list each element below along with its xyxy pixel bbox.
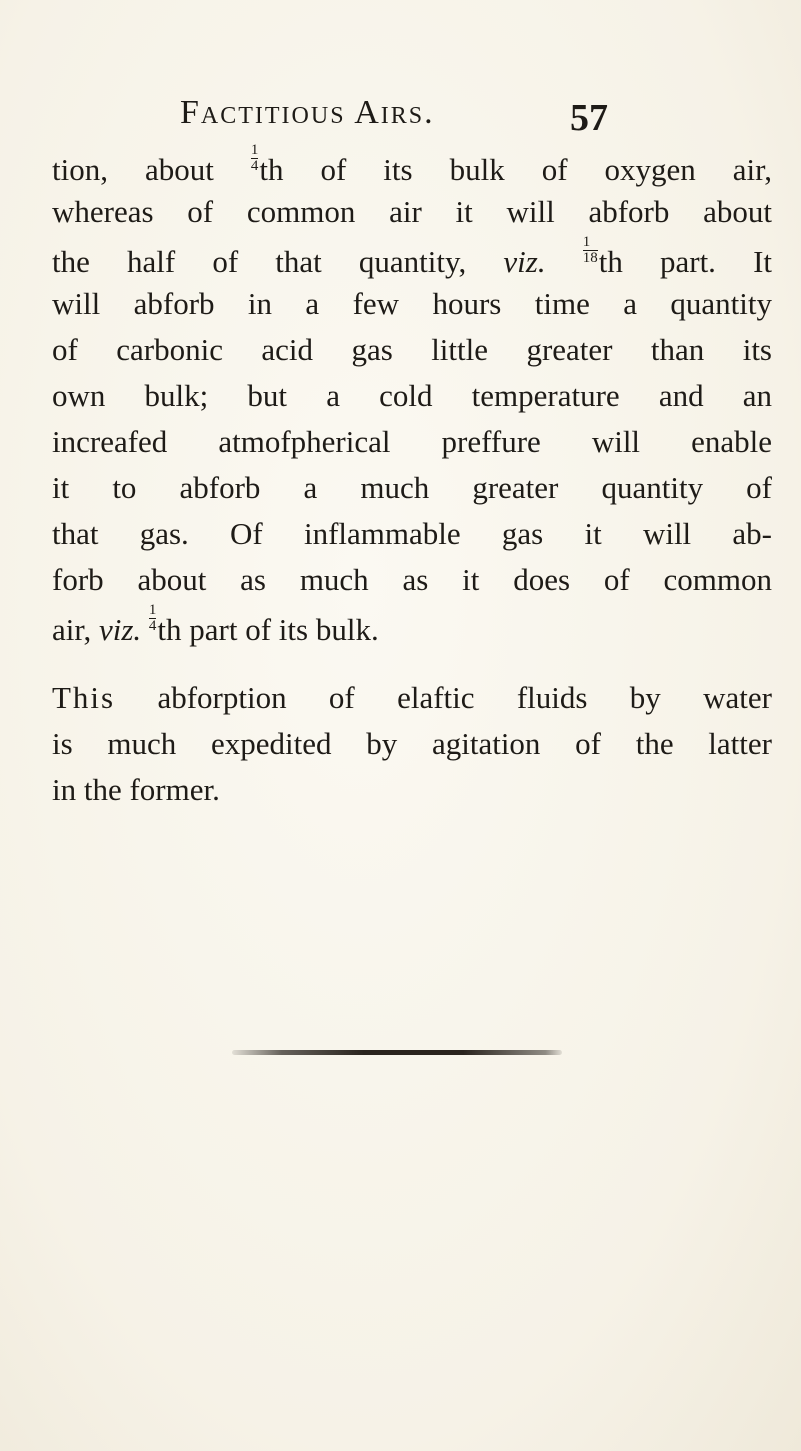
paragraph-gap bbox=[52, 649, 772, 675]
text-line: tion, about $\frac{1}{4}$ th of its bulk of oxygen air, bbox=[52, 142, 772, 187]
text-line: forb about as much as it does of common bbox=[52, 562, 772, 597]
page-number: 57 bbox=[570, 97, 608, 139]
text-line: own bulk; but a cold temperature and an bbox=[52, 378, 772, 413]
fraction: $\frac{1}{4}$ bbox=[148, 602, 157, 634]
text-line: of carbonic acid gas little greater than its bbox=[52, 332, 772, 367]
fraction: $\frac{1}{4}$ bbox=[250, 142, 259, 174]
text-line: will abforb in a few hours time a quantity bbox=[52, 286, 772, 321]
text-line: in the former. bbox=[52, 772, 220, 807]
text-line: whereas of common air it will abforb about bbox=[52, 194, 772, 229]
small-caps-lead: This bbox=[52, 680, 116, 715]
paragraph-1 bbox=[52, 143, 772, 649]
text-line: the half of that quantity, viz. $\frac{1}{18}$ th part. It bbox=[52, 234, 773, 279]
text-line: This abforption of elaftic fluids by water bbox=[52, 680, 772, 715]
body-text bbox=[52, 143, 772, 813]
ornament-rule bbox=[232, 1050, 562, 1055]
text-line: increafed atmofpherical preffure will enable bbox=[52, 424, 772, 459]
text-line: is much expedited by agitation of the latter bbox=[52, 726, 772, 761]
text-line: that gas. Of inflammable gas it will ab- bbox=[52, 516, 772, 551]
text-line: it to abforb a much greater quantity of bbox=[52, 470, 772, 505]
text-line: air, viz. $\frac{1}{4}$ th part of its bulk. bbox=[52, 602, 379, 647]
paragraph-2 bbox=[52, 675, 772, 813]
running-head-title: Factitious Airs. bbox=[180, 94, 435, 131]
fraction: $\frac{1}{18}$ bbox=[582, 234, 598, 266]
running-head bbox=[0, 94, 801, 144]
